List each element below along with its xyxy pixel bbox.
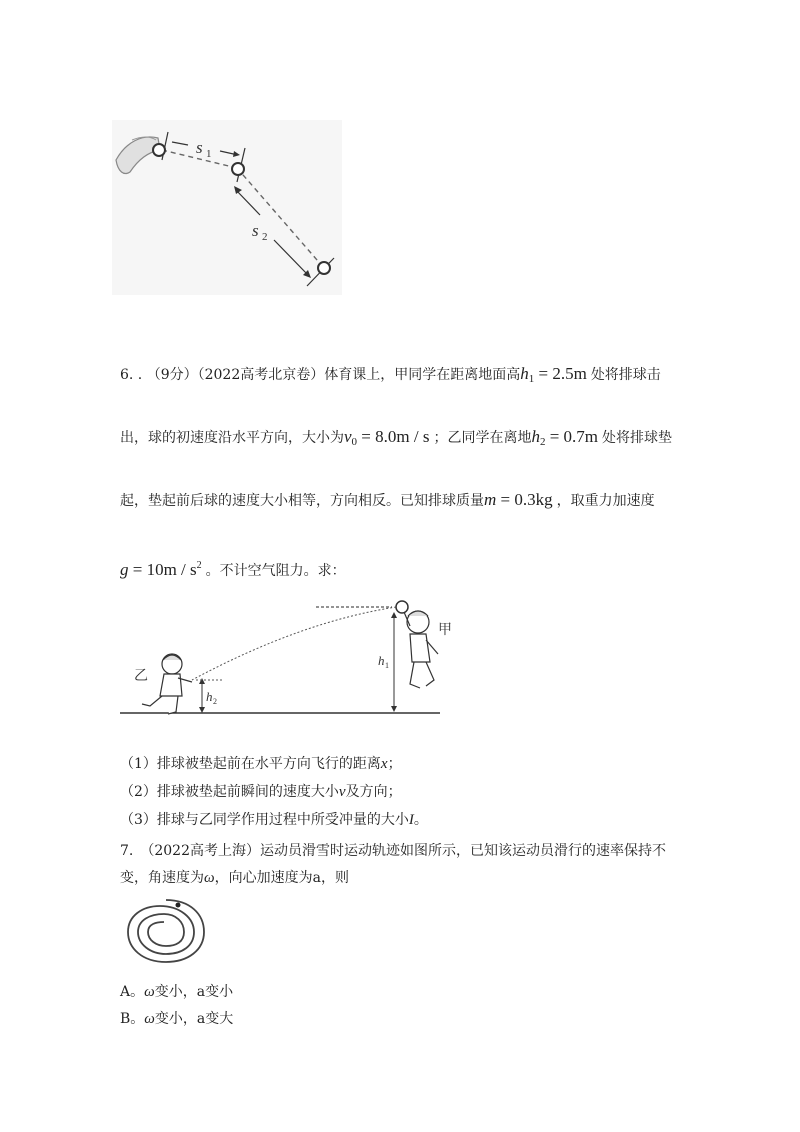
label-s2-sub: 2 [262, 231, 268, 243]
q6-line-1: 6. . （9分）（2022高考北京卷）体育课上，甲同学在距离地面高$h_1 = 2.5m$ 处将排球击 [120, 364, 661, 385]
label-yi: 乙 [134, 669, 148, 684]
label-s2: s [252, 221, 259, 240]
ball-1 [153, 144, 165, 156]
q6-sub-2: （2）排球被垫起前瞬间的速度大小v及方向； [120, 784, 402, 800]
figure-volleyball [120, 592, 465, 720]
formula-g: $g = 10m / s^2$ [120, 560, 202, 579]
label-s1: s [196, 138, 203, 157]
label-h2-sub: 2 [213, 697, 217, 706]
q7-line-1: 7. （2022高考上海）运动员滑雪时运动轨迹如图所示，已知该运动员滑行的速率保持不 [120, 843, 666, 859]
person-yi [142, 654, 192, 714]
figure-ball-distances [112, 120, 342, 295]
label-s1-sub: 1 [206, 148, 212, 160]
person-jia [404, 611, 438, 688]
label-h1-sub: 1 [385, 661, 389, 670]
label-jia: 甲 [438, 623, 452, 638]
ball-3 [318, 262, 330, 274]
q7-option-b[interactable]: B。ω变小，a变大 [120, 1011, 234, 1027]
q6-line-4: $g = 10m / s^2$ 。不计空气阻力。求： [120, 560, 346, 579]
volleyball [396, 601, 408, 613]
ball-2 [232, 163, 244, 175]
label-h1: h [378, 653, 385, 668]
q6-line-3: 起，垫起前后球的速度大小相等，方向相反。已知排球质量m = 0.3kg ，取重力加速度 [120, 490, 655, 509]
formula-m: m = 0.3kg [484, 490, 553, 509]
q6-sub-1: （1）排球被垫起前在水平方向飞行的距离x； [120, 756, 402, 772]
ball-trajectory [192, 607, 396, 680]
formula-v0: $v_0 = 8.0m / s$ [344, 427, 430, 448]
q6-sub-3: （3）排球与乙同学作用过程中所受冲量的大小I。 [120, 812, 428, 828]
formula-h2: $h_2 = 0.7m$ [531, 427, 599, 448]
q6-line-2: 出，球的初速度沿水平方向，大小为$v_0 = 8.0m / s$ ；乙同学在离地$h_2 = 0.7m$ 处将排球垫 [120, 427, 673, 448]
q7-line-2: 变，角速度为ω，向心加速度为a，则 [120, 870, 349, 886]
q7-option-a[interactable]: A。ω变小，a变小 [120, 984, 234, 1000]
formula-h1: $h_1 = 2.5m$ [520, 364, 587, 385]
figure-spiral-track [120, 892, 212, 968]
label-h2: h [206, 689, 213, 704]
